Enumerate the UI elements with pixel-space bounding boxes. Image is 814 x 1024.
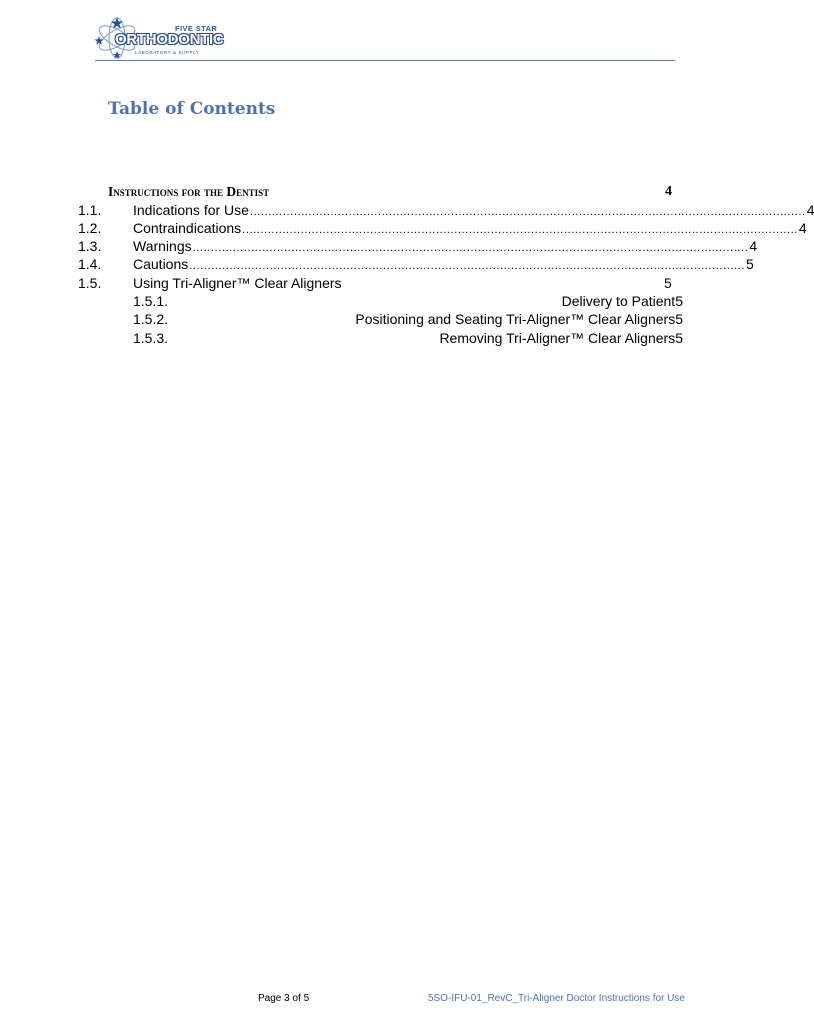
toc-entry-label: Removing Tri-Aligner™ Clear Aligners xyxy=(439,330,676,346)
toc-entry-1-5[interactable] xyxy=(0,274,781,293)
toc-entry-number: 1.2. xyxy=(78,220,102,236)
toc-entry-page: 5 xyxy=(746,256,754,272)
toc-entry-page: 5 xyxy=(675,330,683,346)
toc-entry-label: Cautions xyxy=(133,256,189,272)
page-footer xyxy=(0,992,781,1006)
toc-entry-label: Warnings xyxy=(133,238,192,254)
page-number: Page 3 of 5 xyxy=(258,993,310,1004)
toc-subentry-1-5-3[interactable] xyxy=(0,329,781,348)
page-header xyxy=(95,12,675,62)
toc-entry-1-4[interactable] xyxy=(0,255,781,274)
toc-entry-number: 1.3. xyxy=(78,238,102,254)
toc-section-label: Instructions for the Dentist xyxy=(108,184,270,199)
toc-entry-page: 5 xyxy=(664,275,672,291)
toc-entry-number: 1.5. xyxy=(78,275,102,291)
toc-entry-1-3[interactable] xyxy=(0,237,781,256)
toc-entry-label: Using Tri-Aligner™ Clear Aligners xyxy=(133,275,342,291)
toc-entry-label: Delivery to Patient xyxy=(561,293,676,309)
toc-entry-page: 5 xyxy=(675,311,683,327)
toc-subentry-1-5-1[interactable] xyxy=(0,292,781,311)
toc-leader-dots: ........................................................................................................................................................ xyxy=(249,206,806,218)
toc-entry-page: 4 xyxy=(749,238,758,254)
toc-entry-1-2[interactable] xyxy=(0,219,807,238)
document-id: 5SO-IFU-01_RevC_Tri-Aligner Doctor Instructions for Use xyxy=(428,993,685,1004)
toc-title: Table of Contents xyxy=(108,99,276,119)
toc-entry-1-1[interactable] xyxy=(0,201,814,220)
toc-entry-page: 5 xyxy=(675,293,683,309)
logo-five-star-text: FIVE STAR xyxy=(175,24,218,33)
toc-section-row[interactable] xyxy=(0,182,781,201)
logo-laboratory-text: LABORATORY & SUPPLY xyxy=(135,50,200,55)
toc-entry-label: Indications for Use xyxy=(133,202,249,218)
toc-entry-page: 4 xyxy=(806,202,814,218)
toc-section-page: 4 xyxy=(665,184,672,199)
header-divider xyxy=(95,60,675,61)
toc-leader-dots: ........................................................................................................................................................ xyxy=(189,260,745,272)
toc-entry-number: 1.5.1. xyxy=(133,293,169,309)
toc-entry-number: 1.5.3. xyxy=(133,330,169,346)
toc-entry-page: 4 xyxy=(798,220,807,236)
logo-orthodontic-text: ORTHODONTIC xyxy=(115,31,224,48)
toc-leader-dots: ........................................................................................................................................................ xyxy=(242,224,798,236)
toc-subentry-1-5-2[interactable] xyxy=(0,310,781,329)
toc-entry-number: 1.1. xyxy=(78,202,102,218)
toc-leader-dots: ........................................................................................................................................................ xyxy=(192,242,749,254)
company-logo xyxy=(95,14,225,60)
toc-entry-number: 1.4. xyxy=(78,256,102,272)
toc-entry-number: 1.5.2. xyxy=(133,311,169,327)
toc-entry-label: Positioning and Seating Tri-Aligner™ Clear Aligners xyxy=(355,311,676,327)
toc-entry-label: Contraindications xyxy=(133,220,242,236)
